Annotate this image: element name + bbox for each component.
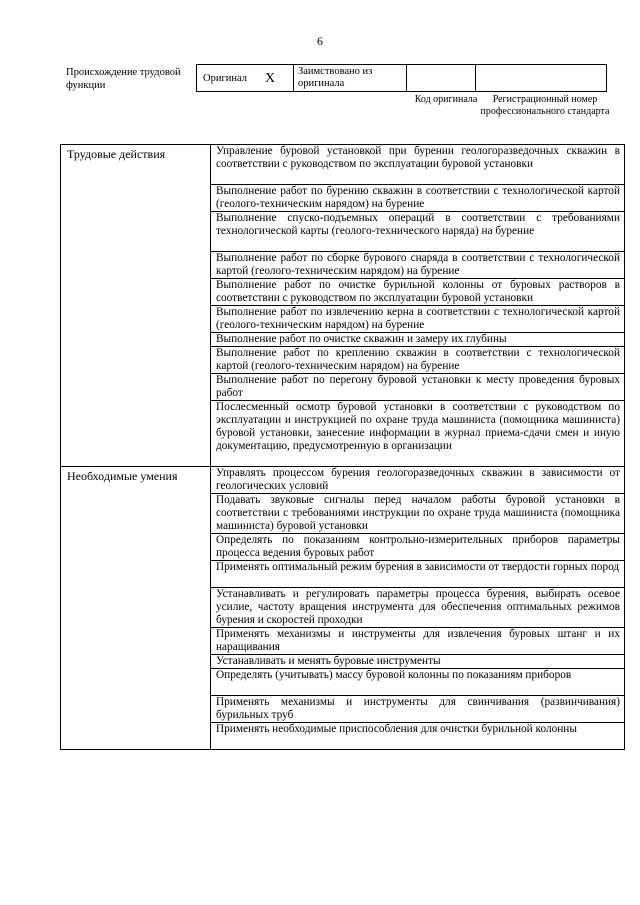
- list-item: Подавать звуковые сигналы перед началом работы буровой установки в соответствии с требованиями инструкции по охране труда машиниста (помощника машиниста) буровой установки: [211, 494, 624, 534]
- list-item: Применять механизмы и инструменты для извлечения буровых штанг и их наращивания: [211, 628, 624, 655]
- skills-row: [61, 467, 625, 750]
- list-item: Выполнение работ по креплению скважин в соответствии с технологической картой (геолого-техническим нарядом) на бурение: [211, 347, 624, 374]
- code-label: Код оригинала: [414, 94, 478, 105]
- borrowed-cell: [294, 65, 407, 92]
- list-item: Применять механизмы и инструменты для свинчивания (развинчивания) бурильных труб: [211, 696, 624, 723]
- reg-number-label: Регистрационный номер профессионального стандарта: [480, 94, 610, 117]
- list-item: Выполнение работ по сборке бурового снаряда в соответствии с технологической картой (геолого-техническим нарядом) на бурение: [211, 252, 624, 279]
- origin-label: Происхождение трудовой функции: [66, 67, 181, 91]
- original-mark: X: [265, 71, 276, 86]
- main-table: [60, 144, 625, 750]
- skills-list: [211, 467, 625, 750]
- list-item: Выполнение работ по перегону буровой установки к месту проведения буровых работ: [211, 374, 624, 401]
- list-item: Выполнение работ по очистке скважин и замеру их глубины: [211, 333, 624, 347]
- list-item: Управление буровой установкой при бурении геологоразведочных скважин в соответствии с руководством по эксплуатации буровой установки: [211, 145, 624, 185]
- list-item: Выполнение работ по бурению скважин в соответствии с технологической картой (геолого-техническим нарядом) на бурение: [211, 185, 624, 212]
- labor-actions-title: Трудовые действия: [61, 145, 211, 467]
- original-label: Оригинал: [203, 72, 247, 84]
- list-item: Выполнение спуско-подъемных операций в соответствии с требованиями технологической карты (геолого-технического наряда) на бурение: [211, 212, 624, 252]
- list-item: Применять необходимые приспособления для очистки бурильной колонны: [216, 723, 577, 735]
- origin-table: [196, 64, 607, 92]
- code-cell: [407, 65, 476, 92]
- list-item: Послесменный осмотр буровой установки в соответствии с руководством по эксплуатации и инструкцией по охране труда машиниста (помощника машиниста) буровой установки, занесение информации в журнал приема-сдачи смен и иную документацию, предусмотренную в организации: [216, 401, 620, 452]
- list-item: Управлять процессом бурения геологоразведочных скважин в зависимости от геологических условий: [211, 467, 624, 494]
- labor-actions-list: [211, 145, 625, 467]
- list-item: Определять по показаниям контрольно-измерительных приборов параметры процесса ведения буровых работ: [211, 534, 624, 561]
- list-item: Устанавливать и менять буровые инструменты: [211, 655, 624, 669]
- list-item: Выполнение работ по очистке бурильной колонны от буровых растворов в соответствии с руководством по эксплуатации буровой установки: [211, 279, 624, 306]
- page-number: 6: [317, 34, 323, 48]
- reg-number-cell: [476, 65, 607, 92]
- skills-title: Необходимые умения: [61, 467, 211, 750]
- labor-actions-row: [61, 145, 625, 467]
- list-item: Применять оптимальный режим бурения в зависимости от твердости горных пород: [211, 561, 624, 588]
- original-cell: [197, 65, 294, 92]
- list-item: Выполнение работ по извлечению керна в соответствии с технологической картой (геолого-техническим нарядом) на бурение: [211, 306, 624, 333]
- list-item: Определять (учитывать) массу буровой колонны по показаниям приборов: [211, 669, 624, 696]
- list-item: Устанавливать и регулировать параметры процесса бурения, выбирать осевое усилие, частоту вращения инструмента для обеспечения оптимальных режимов бурения и скоростей проходки: [211, 588, 624, 628]
- borrowed-label: Заимствовано из оригинала: [298, 66, 373, 89]
